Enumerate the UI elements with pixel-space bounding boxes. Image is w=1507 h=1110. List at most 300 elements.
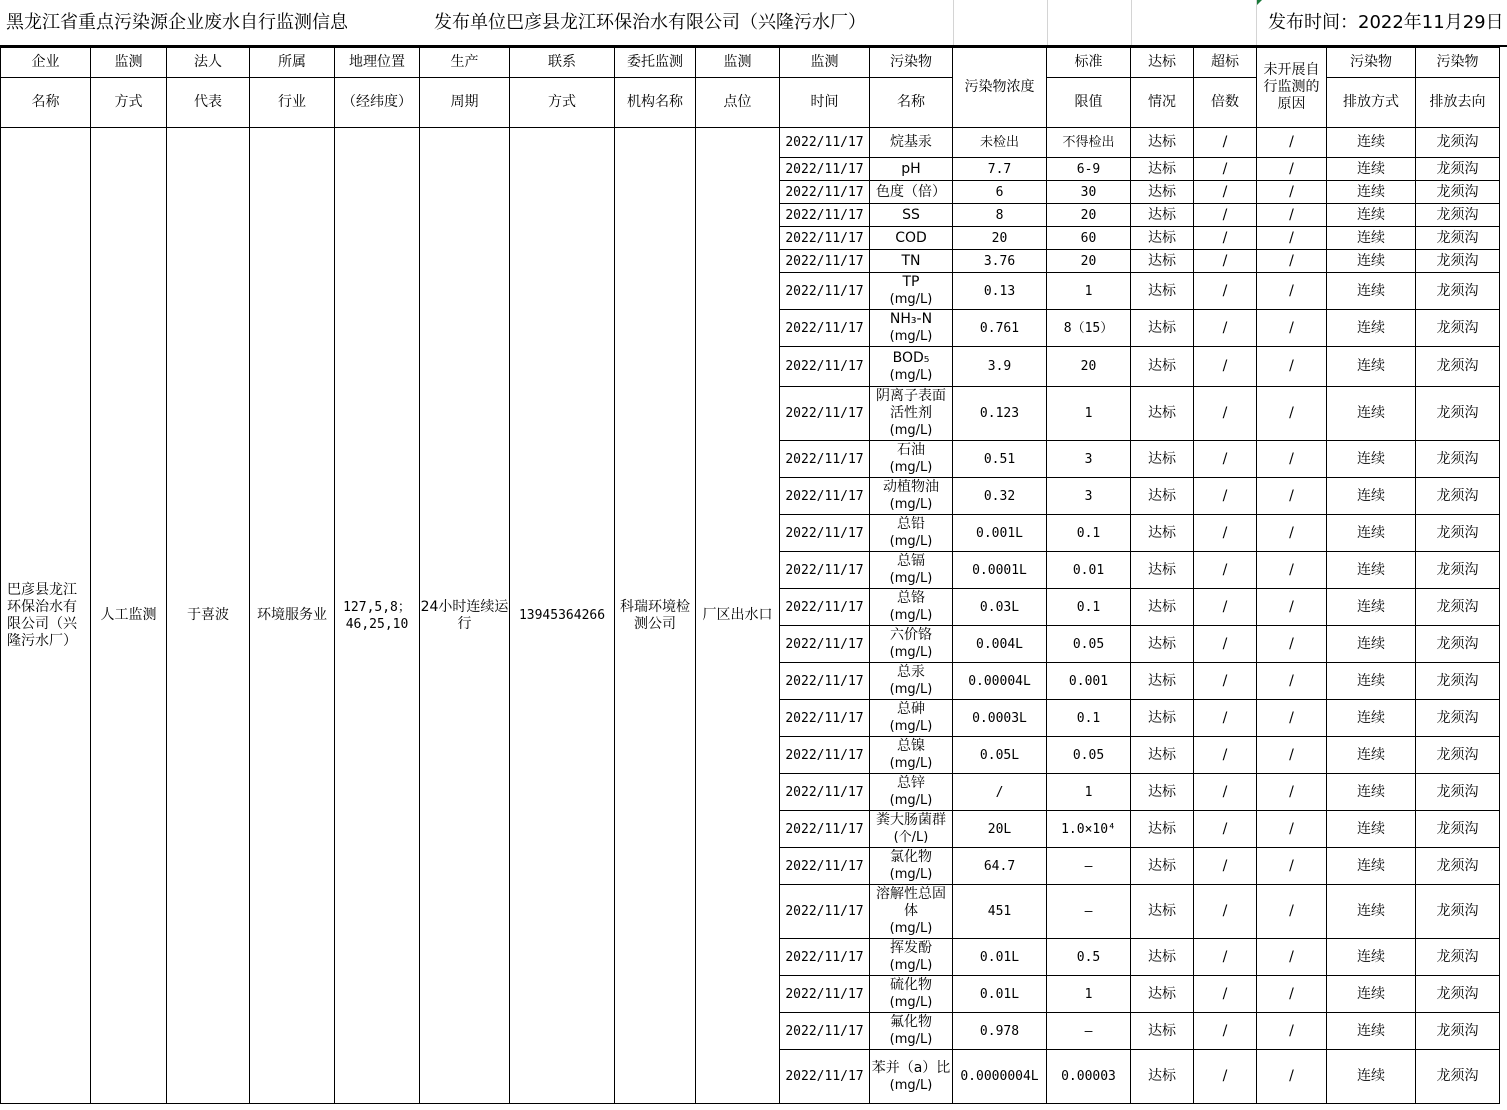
pollutant-cell[interactable] bbox=[870, 181, 953, 204]
time-cell[interactable] bbox=[780, 347, 870, 387]
limit-cell[interactable] bbox=[1047, 848, 1131, 885]
column-header[interactable] bbox=[953, 48, 1047, 128]
reason-cell[interactable] bbox=[1257, 181, 1327, 204]
limit-cell[interactable] bbox=[1047, 478, 1131, 515]
time-cell[interactable] bbox=[780, 552, 870, 589]
column-header[interactable] bbox=[1047, 48, 1131, 78]
pollutant-cell[interactable] bbox=[870, 347, 953, 387]
concentration-cell[interactable] bbox=[953, 158, 1047, 181]
limit-cell[interactable] bbox=[1047, 939, 1131, 976]
reason-cell[interactable] bbox=[1257, 700, 1327, 737]
time-cell[interactable] bbox=[780, 589, 870, 626]
discharge-cell[interactable] bbox=[1327, 273, 1416, 310]
reason-value: / bbox=[1289, 229, 1294, 246]
pollutant-cell[interactable] bbox=[870, 939, 953, 976]
column-header[interactable] bbox=[870, 48, 953, 78]
reason-cell[interactable] bbox=[1257, 250, 1327, 273]
exceed-cell[interactable] bbox=[1194, 885, 1257, 939]
exceed-cell[interactable] bbox=[1194, 848, 1257, 885]
publish-time[interactable]: 发布时间：2022年11月29日 bbox=[1268, 12, 1504, 33]
destination-cell[interactable] bbox=[1416, 128, 1500, 158]
status-cell[interactable] bbox=[1131, 181, 1194, 204]
column-header[interactable] bbox=[250, 48, 335, 78]
pollutant-cell[interactable] bbox=[870, 774, 953, 811]
status-cell[interactable] bbox=[1131, 227, 1194, 250]
exceed-value: / bbox=[1222, 561, 1228, 578]
concentration-cell[interactable] bbox=[953, 441, 1047, 478]
discharge-cell[interactable] bbox=[1327, 387, 1416, 441]
concentration-cell[interactable] bbox=[953, 663, 1047, 700]
time-cell[interactable] bbox=[780, 478, 870, 515]
reason-cell[interactable] bbox=[1257, 515, 1327, 552]
time-cell[interactable] bbox=[780, 181, 870, 204]
exceed-cell[interactable] bbox=[1194, 1050, 1257, 1104]
pollutant-cell[interactable] bbox=[870, 387, 953, 441]
column-subheader[interactable] bbox=[696, 78, 780, 128]
exceed-cell[interactable] bbox=[1194, 737, 1257, 774]
column-header[interactable] bbox=[696, 48, 780, 78]
destination-cell[interactable] bbox=[1416, 737, 1500, 774]
discharge-cell[interactable] bbox=[1327, 227, 1416, 250]
exceed-cell[interactable] bbox=[1194, 700, 1257, 737]
discharge-cell[interactable] bbox=[1327, 310, 1416, 347]
discharge-cell[interactable] bbox=[1327, 885, 1416, 939]
column-subheader[interactable] bbox=[250, 78, 335, 128]
company-contact-cell[interactable] bbox=[510, 128, 615, 1104]
pollutant-name: 动植物油 bbox=[883, 479, 939, 495]
column-subheader-label: 名称 bbox=[897, 94, 925, 110]
reason-cell[interactable] bbox=[1257, 976, 1327, 1013]
concentration-cell[interactable] bbox=[953, 310, 1047, 347]
pollutant-cell[interactable] bbox=[870, 552, 953, 589]
reason-cell[interactable] bbox=[1257, 478, 1327, 515]
limit-cell[interactable] bbox=[1047, 1013, 1131, 1050]
discharge-cell[interactable] bbox=[1327, 976, 1416, 1013]
reason-cell[interactable] bbox=[1257, 441, 1327, 478]
concentration-cell[interactable] bbox=[953, 515, 1047, 552]
column-subheader[interactable] bbox=[167, 78, 250, 128]
status-cell[interactable] bbox=[1131, 515, 1194, 552]
limit-value: 1 bbox=[1084, 406, 1093, 421]
pollutant-cell[interactable] bbox=[870, 273, 953, 310]
limit-cell[interactable] bbox=[1047, 441, 1131, 478]
time-cell[interactable] bbox=[780, 1013, 870, 1050]
pollutant-cell[interactable] bbox=[870, 700, 953, 737]
time-cell[interactable] bbox=[780, 774, 870, 811]
column-header-label: 地理位置 bbox=[349, 54, 405, 70]
exceed-cell[interactable] bbox=[1194, 774, 1257, 811]
concentration-cell[interactable] bbox=[953, 227, 1047, 250]
destination-cell[interactable] bbox=[1416, 552, 1500, 589]
pollutant-cell[interactable] bbox=[870, 227, 953, 250]
column-subheader[interactable] bbox=[510, 78, 615, 128]
time-cell[interactable] bbox=[780, 204, 870, 227]
destination-cell[interactable] bbox=[1416, 1013, 1500, 1050]
time-cell[interactable] bbox=[780, 700, 870, 737]
discharge-cell[interactable] bbox=[1327, 848, 1416, 885]
discharge-cell[interactable] bbox=[1327, 515, 1416, 552]
limit-cell[interactable] bbox=[1047, 589, 1131, 626]
status-cell[interactable] bbox=[1131, 204, 1194, 227]
time-cell[interactable] bbox=[780, 250, 870, 273]
exceed-cell[interactable] bbox=[1194, 515, 1257, 552]
reason-cell[interactable] bbox=[1257, 774, 1327, 811]
time-cell[interactable] bbox=[780, 387, 870, 441]
discharge-cell[interactable] bbox=[1327, 774, 1416, 811]
destination-cell[interactable] bbox=[1416, 181, 1500, 204]
discharge-cell[interactable] bbox=[1327, 250, 1416, 273]
status-cell[interactable] bbox=[1131, 885, 1194, 939]
column-subheader[interactable] bbox=[1047, 78, 1131, 128]
column-subheader[interactable] bbox=[1327, 78, 1416, 128]
exceed-cell[interactable] bbox=[1194, 310, 1257, 347]
concentration-cell[interactable] bbox=[953, 181, 1047, 204]
pollutant-cell[interactable] bbox=[870, 811, 953, 848]
column-subheader[interactable] bbox=[420, 78, 510, 128]
destination-cell[interactable] bbox=[1416, 387, 1500, 441]
time-cell[interactable] bbox=[780, 811, 870, 848]
concentration-cell[interactable] bbox=[953, 700, 1047, 737]
reason-cell[interactable] bbox=[1257, 589, 1327, 626]
discharge-value: 连续 bbox=[1357, 783, 1385, 800]
time-cell[interactable] bbox=[780, 158, 870, 181]
status-cell[interactable] bbox=[1131, 347, 1194, 387]
destination-cell[interactable] bbox=[1416, 626, 1500, 663]
status-cell[interactable] bbox=[1131, 158, 1194, 181]
destination-cell[interactable] bbox=[1416, 227, 1500, 250]
exceed-cell[interactable] bbox=[1194, 158, 1257, 181]
exceed-cell[interactable] bbox=[1194, 552, 1257, 589]
status-cell[interactable] bbox=[1131, 737, 1194, 774]
concentration-cell[interactable] bbox=[953, 939, 1047, 976]
exceed-cell[interactable] bbox=[1194, 347, 1257, 387]
status-cell[interactable] bbox=[1131, 589, 1194, 626]
destination-cell[interactable] bbox=[1416, 310, 1500, 347]
status-cell[interactable] bbox=[1131, 939, 1194, 976]
pollutant-cell[interactable] bbox=[870, 515, 953, 552]
reason-cell[interactable] bbox=[1257, 811, 1327, 848]
status-cell[interactable] bbox=[1131, 441, 1194, 478]
company-name-cell[interactable] bbox=[1, 128, 91, 1104]
exceed-cell[interactable] bbox=[1194, 1013, 1257, 1050]
column-header[interactable] bbox=[510, 48, 615, 78]
concentration-cell[interactable] bbox=[953, 387, 1047, 441]
concentration-cell[interactable] bbox=[953, 250, 1047, 273]
company-point-cell[interactable] bbox=[696, 128, 780, 1104]
reason-value: / bbox=[1289, 487, 1294, 504]
reason-cell[interactable] bbox=[1257, 1013, 1327, 1050]
column-subheader[interactable] bbox=[335, 78, 420, 128]
column-subheader[interactable] bbox=[870, 78, 953, 128]
status-cell[interactable] bbox=[1131, 1050, 1194, 1104]
column-header[interactable] bbox=[1, 48, 91, 78]
column-header[interactable] bbox=[780, 48, 870, 78]
concentration-cell[interactable] bbox=[953, 737, 1047, 774]
time-cell[interactable] bbox=[780, 273, 870, 310]
exceed-cell[interactable] bbox=[1194, 626, 1257, 663]
exceed-cell[interactable] bbox=[1194, 250, 1257, 273]
destination-cell[interactable] bbox=[1416, 515, 1500, 552]
limit-cell[interactable] bbox=[1047, 227, 1131, 250]
discharge-value: 连续 bbox=[1357, 820, 1385, 837]
column-subheader[interactable] bbox=[91, 78, 167, 128]
publisher-info[interactable]: 发布单位巴彦县龙江环保治水有限公司（兴隆污水厂） bbox=[434, 12, 866, 33]
limit-cell[interactable] bbox=[1047, 552, 1131, 589]
status-cell[interactable] bbox=[1131, 626, 1194, 663]
limit-cell[interactable] bbox=[1047, 128, 1131, 158]
pollutant-cell[interactable] bbox=[870, 310, 953, 347]
destination-cell[interactable] bbox=[1416, 811, 1500, 848]
reason-cell[interactable] bbox=[1257, 347, 1327, 387]
pollutant-cell[interactable] bbox=[870, 478, 953, 515]
concentration-cell[interactable] bbox=[953, 774, 1047, 811]
status-cell[interactable] bbox=[1131, 478, 1194, 515]
discharge-cell[interactable] bbox=[1327, 552, 1416, 589]
destination-cell[interactable] bbox=[1416, 848, 1500, 885]
sheet-title[interactable]: 黑龙江省重点污染源企业废水自行监测信息 bbox=[6, 12, 348, 33]
company-cycle-cell[interactable] bbox=[420, 128, 510, 1104]
exceed-cell[interactable] bbox=[1194, 273, 1257, 310]
limit-cell[interactable] bbox=[1047, 811, 1131, 848]
concentration-cell[interactable] bbox=[953, 1013, 1047, 1050]
status-cell[interactable] bbox=[1131, 128, 1194, 158]
time-cell[interactable] bbox=[780, 515, 870, 552]
pollutant-cell[interactable] bbox=[870, 976, 953, 1013]
column-subheader[interactable] bbox=[1194, 78, 1257, 128]
reason-cell[interactable] bbox=[1257, 128, 1327, 158]
pollutant-cell[interactable] bbox=[870, 663, 953, 700]
concentration-cell[interactable] bbox=[953, 478, 1047, 515]
limit-cell[interactable] bbox=[1047, 515, 1131, 552]
concentration-cell[interactable] bbox=[953, 885, 1047, 939]
column-subheader[interactable] bbox=[1, 78, 91, 128]
column-subheader[interactable] bbox=[1416, 78, 1500, 128]
time-cell[interactable] bbox=[780, 939, 870, 976]
discharge-cell[interactable] bbox=[1327, 1050, 1416, 1104]
discharge-cell[interactable] bbox=[1327, 128, 1416, 158]
reason-cell[interactable] bbox=[1257, 552, 1327, 589]
limit-cell[interactable] bbox=[1047, 273, 1131, 310]
reason-cell[interactable] bbox=[1257, 158, 1327, 181]
pollutant-cell[interactable] bbox=[870, 441, 953, 478]
destination-cell[interactable] bbox=[1416, 663, 1500, 700]
column-header[interactable] bbox=[1416, 48, 1500, 78]
concentration-cell[interactable] bbox=[953, 347, 1047, 387]
column-header[interactable] bbox=[335, 48, 420, 78]
discharge-cell[interactable] bbox=[1327, 478, 1416, 515]
discharge-cell[interactable] bbox=[1327, 811, 1416, 848]
destination-cell[interactable] bbox=[1416, 885, 1500, 939]
pollutant-cell[interactable] bbox=[870, 885, 953, 939]
limit-cell[interactable] bbox=[1047, 158, 1131, 181]
exceed-cell[interactable] bbox=[1194, 589, 1257, 626]
pollutant-cell[interactable] bbox=[870, 1050, 953, 1104]
column-header[interactable] bbox=[420, 48, 510, 78]
discharge-cell[interactable] bbox=[1327, 158, 1416, 181]
status-cell[interactable] bbox=[1131, 774, 1194, 811]
status-value: 达标 bbox=[1148, 672, 1176, 689]
company-location-cell[interactable] bbox=[335, 128, 420, 1104]
discharge-cell[interactable] bbox=[1327, 939, 1416, 976]
pollutant-cell[interactable] bbox=[870, 737, 953, 774]
reason-cell[interactable] bbox=[1257, 885, 1327, 939]
discharge-cell[interactable] bbox=[1327, 181, 1416, 204]
column-subheader[interactable] bbox=[780, 78, 870, 128]
discharge-cell[interactable] bbox=[1327, 204, 1416, 227]
time-cell[interactable] bbox=[780, 441, 870, 478]
time-cell[interactable] bbox=[780, 976, 870, 1013]
limit-cell[interactable] bbox=[1047, 347, 1131, 387]
reason-cell[interactable] bbox=[1257, 737, 1327, 774]
destination-cell[interactable] bbox=[1416, 250, 1500, 273]
status-cell[interactable] bbox=[1131, 663, 1194, 700]
pollutant-cell[interactable] bbox=[870, 589, 953, 626]
limit-cell[interactable] bbox=[1047, 885, 1131, 939]
concentration-cell[interactable] bbox=[953, 626, 1047, 663]
column-header-label: 所属 bbox=[278, 54, 306, 70]
time-cell[interactable] bbox=[780, 848, 870, 885]
status-cell[interactable] bbox=[1131, 250, 1194, 273]
concentration-cell[interactable] bbox=[953, 552, 1047, 589]
destination-cell[interactable] bbox=[1416, 976, 1500, 1013]
reason-cell[interactable] bbox=[1257, 227, 1327, 250]
limit-cell[interactable] bbox=[1047, 387, 1131, 441]
discharge-cell[interactable] bbox=[1327, 1013, 1416, 1050]
destination-cell[interactable] bbox=[1416, 478, 1500, 515]
limit-cell[interactable] bbox=[1047, 204, 1131, 227]
exceed-cell[interactable] bbox=[1194, 181, 1257, 204]
concentration-cell[interactable] bbox=[953, 976, 1047, 1013]
exceed-cell[interactable] bbox=[1194, 441, 1257, 478]
limit-cell[interactable] bbox=[1047, 250, 1131, 273]
reason-cell[interactable] bbox=[1257, 848, 1327, 885]
time-cell[interactable] bbox=[780, 885, 870, 939]
exceed-cell[interactable] bbox=[1194, 811, 1257, 848]
status-cell[interactable] bbox=[1131, 1013, 1194, 1050]
concentration-cell[interactable] bbox=[953, 204, 1047, 227]
reason-cell[interactable] bbox=[1257, 273, 1327, 310]
status-cell[interactable] bbox=[1131, 700, 1194, 737]
reason-cell[interactable] bbox=[1257, 387, 1327, 441]
limit-cell[interactable] bbox=[1047, 976, 1131, 1013]
reason-cell[interactable] bbox=[1257, 626, 1327, 663]
exceed-cell[interactable] bbox=[1194, 478, 1257, 515]
limit-cell[interactable] bbox=[1047, 181, 1131, 204]
column-header[interactable] bbox=[167, 48, 250, 78]
column-header[interactable] bbox=[1131, 48, 1194, 78]
time-cell[interactable] bbox=[780, 626, 870, 663]
limit-cell[interactable] bbox=[1047, 774, 1131, 811]
concentration-cell[interactable] bbox=[953, 589, 1047, 626]
destination-cell[interactable] bbox=[1416, 700, 1500, 737]
concentration-cell[interactable] bbox=[953, 128, 1047, 158]
time-cell[interactable] bbox=[780, 1050, 870, 1104]
destination-cell[interactable] bbox=[1416, 273, 1500, 310]
time-cell[interactable] bbox=[780, 310, 870, 347]
destination-cell[interactable] bbox=[1416, 589, 1500, 626]
exceed-cell[interactable] bbox=[1194, 204, 1257, 227]
pollutant-cell[interactable] bbox=[870, 204, 953, 227]
discharge-cell[interactable] bbox=[1327, 700, 1416, 737]
limit-cell[interactable] bbox=[1047, 310, 1131, 347]
company-agency-cell[interactable] bbox=[615, 128, 696, 1104]
pollutant-cell[interactable] bbox=[870, 626, 953, 663]
destination-cell[interactable] bbox=[1416, 774, 1500, 811]
exceed-cell[interactable] bbox=[1194, 387, 1257, 441]
pollutant-cell[interactable] bbox=[870, 250, 953, 273]
status-cell[interactable] bbox=[1131, 310, 1194, 347]
reason-cell[interactable] bbox=[1257, 1050, 1327, 1104]
reason-cell[interactable] bbox=[1257, 939, 1327, 976]
exceed-cell[interactable] bbox=[1194, 227, 1257, 250]
discharge-cell[interactable] bbox=[1327, 589, 1416, 626]
pollutant-cell[interactable] bbox=[870, 848, 953, 885]
company-legal-rep-cell[interactable] bbox=[167, 128, 250, 1104]
pollutant-cell[interactable] bbox=[870, 128, 953, 158]
reason-cell[interactable] bbox=[1257, 663, 1327, 700]
concentration-cell[interactable] bbox=[953, 1050, 1047, 1104]
column-header[interactable] bbox=[615, 48, 696, 78]
status-cell[interactable] bbox=[1131, 811, 1194, 848]
exceed-cell[interactable] bbox=[1194, 663, 1257, 700]
pollutant-cell[interactable] bbox=[870, 1013, 953, 1050]
exceed-cell[interactable] bbox=[1194, 939, 1257, 976]
reason-cell[interactable] bbox=[1257, 310, 1327, 347]
company-method-cell[interactable] bbox=[91, 128, 167, 1104]
limit-cell[interactable] bbox=[1047, 626, 1131, 663]
limit-cell[interactable] bbox=[1047, 663, 1131, 700]
time-cell[interactable] bbox=[780, 737, 870, 774]
concentration-cell[interactable] bbox=[953, 848, 1047, 885]
column-subheader[interactable] bbox=[1131, 78, 1194, 128]
reason-cell[interactable] bbox=[1257, 204, 1327, 227]
column-header[interactable] bbox=[91, 48, 167, 78]
destination-cell[interactable] bbox=[1416, 939, 1500, 976]
company-industry-cell[interactable] bbox=[250, 128, 335, 1104]
status-cell[interactable] bbox=[1131, 273, 1194, 310]
discharge-cell[interactable] bbox=[1327, 737, 1416, 774]
status-cell[interactable] bbox=[1131, 848, 1194, 885]
column-subheader[interactable] bbox=[615, 78, 696, 128]
time-cell[interactable] bbox=[780, 227, 870, 250]
status-cell[interactable] bbox=[1131, 387, 1194, 441]
exceed-cell[interactable] bbox=[1194, 976, 1257, 1013]
limit-cell[interactable] bbox=[1047, 700, 1131, 737]
time-cell[interactable] bbox=[780, 663, 870, 700]
discharge-cell[interactable] bbox=[1327, 663, 1416, 700]
concentration-cell[interactable] bbox=[953, 811, 1047, 848]
pollutant-cell[interactable] bbox=[870, 158, 953, 181]
column-header[interactable] bbox=[1327, 48, 1416, 78]
destination-cell[interactable] bbox=[1416, 347, 1500, 387]
status-cell[interactable] bbox=[1131, 552, 1194, 589]
destination-cell[interactable] bbox=[1416, 441, 1500, 478]
discharge-cell[interactable] bbox=[1327, 347, 1416, 387]
limit-cell[interactable] bbox=[1047, 1050, 1131, 1104]
time-cell[interactable] bbox=[780, 128, 870, 158]
column-header[interactable] bbox=[1194, 48, 1257, 78]
discharge-cell[interactable] bbox=[1327, 626, 1416, 663]
column-header[interactable] bbox=[1257, 48, 1327, 128]
destination-cell[interactable] bbox=[1416, 1050, 1500, 1104]
exceed-cell[interactable] bbox=[1194, 128, 1257, 158]
limit-cell[interactable] bbox=[1047, 737, 1131, 774]
status-cell[interactable] bbox=[1131, 976, 1194, 1013]
discharge-cell[interactable] bbox=[1327, 441, 1416, 478]
concentration-cell[interactable] bbox=[953, 273, 1047, 310]
destination-cell[interactable] bbox=[1416, 158, 1500, 181]
destination-cell[interactable] bbox=[1416, 204, 1500, 227]
